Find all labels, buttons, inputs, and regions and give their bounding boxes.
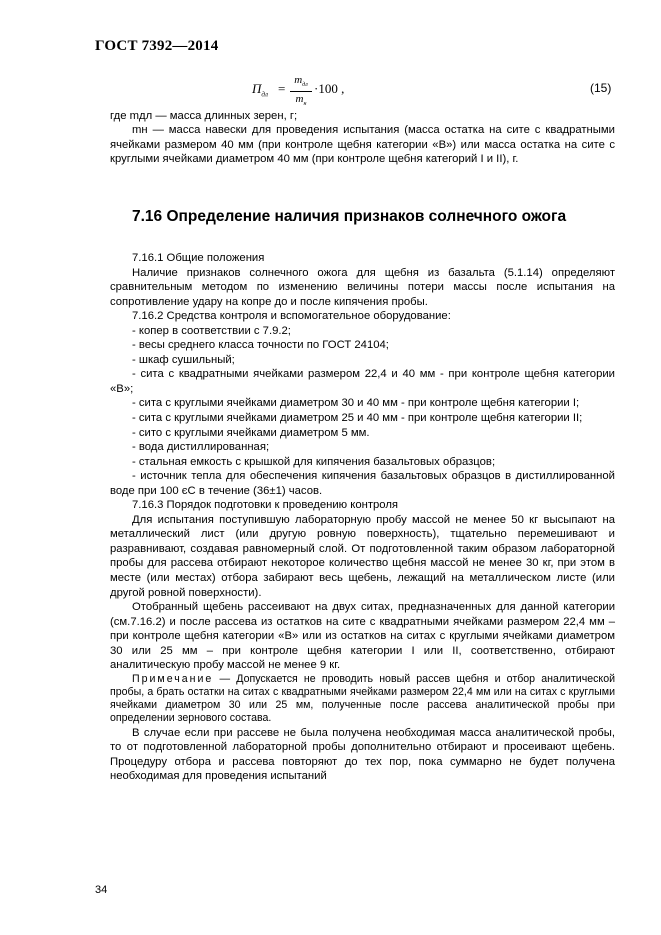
formula-15 [252, 74, 452, 108]
list-item: - сито с круглыми ячейками диаметром 5 мм. [132, 426, 370, 439]
paragraph: В случае если при рассеве не была получена необходимая масса аналитической пробы, то от подготовленной лабораторной пробы дополнительно отбирают и просеивают щебень. Процедуру отбора и рассева повторяют до тех пор, пока суммарно не будет получена необходимая для проведения испытаний [110, 726, 615, 783]
paragraph: Отобранный щебень рассеивают на двух ситах, предназначенных для данной категории (см.7.16.2) и после рассева из остатков на сите с квадратными ячейками размером 22,4 мм – при контроле щебня категории «В» или из остатков на ситах с круглыми ячейками диаметром 30 или 25 мм – при контроле щебня категории I или II, соответственно, отбирают аналитическую пробу массой не менее 9 кг. [110, 601, 615, 672]
list-item: - сита с круглыми ячейками диаметром 30 и 40 мм - при контроле щебня категории I; [132, 397, 580, 410]
section-body [110, 251, 615, 784]
list-item: - стальная емкость с крышкой для кипячения базальтовых образцов; [132, 455, 496, 468]
list-item: - сита с круглыми ячейками диаметром 25 и 40 мм - при контроле щебня категории II; [132, 412, 583, 425]
section-title: 7.16 Определение наличия признаков солнечного ожога [132, 208, 567, 225]
paragraph: 7.16.1 Общие положения [132, 252, 265, 264]
page-header: ГОСТ 7392—2014 [95, 38, 219, 54]
note [110, 673, 615, 726]
paragraph: 7.16.2 Средства контроля и вспомогательное оборудование: [132, 310, 451, 323]
formula-fraction [290, 74, 312, 111]
page-number: 34 [95, 884, 108, 896]
formula-lhs: $П_{дл}$ [252, 81, 268, 99]
formula-equals: = [278, 81, 286, 96]
list-item: - сита с квадратными ячейками размером 22,4 и 40 мм - при контроле щебня категории «В»; [110, 368, 615, 395]
formula-denominator: $m_н$ [295, 93, 307, 108]
list-item: - источник тепла для обеспечения кипячения базальтовых образцов в дистиллированной воде при 100 єС в течение (36±1) часов. [110, 470, 615, 497]
list-item: - копер в соответствии с 7.9.2; [132, 324, 291, 337]
list-item: - вода дистиллированная; [132, 441, 270, 454]
paragraph: Наличие признаков солнечного ожога для щебня из базальта (5.1.14) определяют сравнительным методом по изменению величины потери массы после испытания на сопротивление удару на копре до и после кипячения пробы. [110, 266, 615, 308]
legend-line: mн — масса навески для проведения испытания (масса остатка на сите с квадратными ячейками размером 40 мм (при контроле щебня категории «В») или масса остатка на сите с круглыми ячейками диаметром 40 мм (при контроле щебня категорий I и II), г. [110, 124, 615, 166]
note-label: Примечание [132, 672, 214, 685]
paragraph: 7.16.3 Порядок подготовки к проведению контроля [132, 499, 399, 512]
legend-line: где mдл — масса длинных зерен, г; [110, 110, 298, 122]
equation-number: (15) [590, 81, 612, 95]
formula-legend [110, 109, 615, 167]
note-text: — Допускается не проводить новый рассев щебня и отбор аналитической пробы, а брать остатки на ситах с квадратными ячейками размером 22,4 мм или на ситах с круглыми ячейками диаметром 30 или 25 мм, полученные после рассева аналитической пробы при определении зернового состава. [110, 672, 615, 725]
formula-numerator: $m_{дл}$ [290, 74, 312, 92]
paragraph: Для испытания поступившую лабораторную пробу массой не менее 50 кг высыпают на металлический лист (или другую ровную поверхность), тщательно перемешивают и разравнивают, создавая равномерный слой. От подготовленной таким образом лабораторной пробы для рассева отбирают некоторое количество щебня массой не менее 30 кг, при этом в месте (или местах) отбора забирают весь щебень, лежащий на металлическом листе (или другой ровной поверхности). [110, 513, 615, 599]
list-item: - шкаф сушильный; [132, 353, 235, 366]
list-item: - весы среднего класса точности по ГОСТ 24104; [132, 339, 389, 352]
formula-multiplier: ·100 , [314, 81, 345, 96]
